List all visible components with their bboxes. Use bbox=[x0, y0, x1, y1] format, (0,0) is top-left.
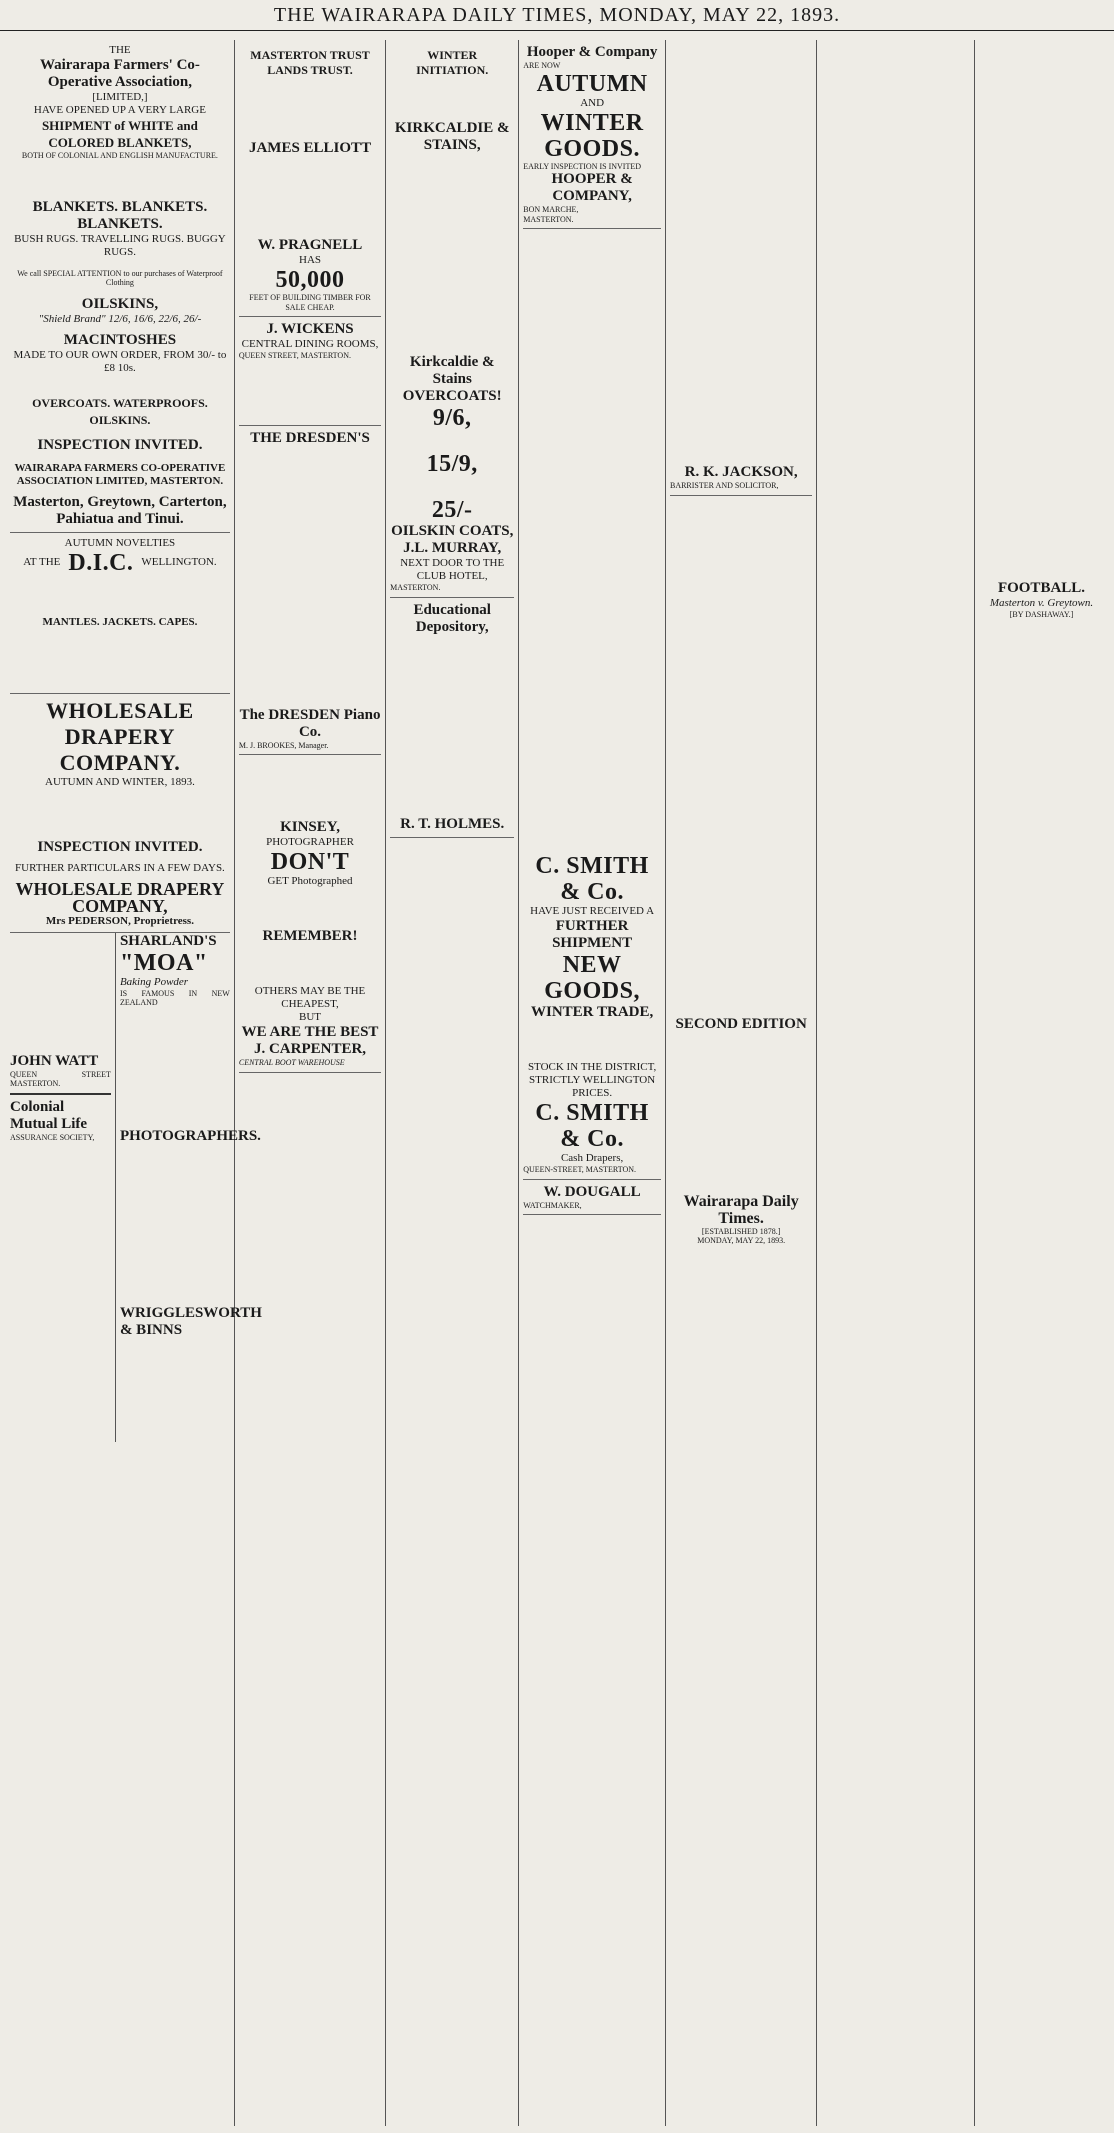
kirkcaldie-ad bbox=[390, 40, 514, 598]
column-4 bbox=[519, 40, 666, 2126]
ad-title: OVERCOATS! bbox=[402, 388, 502, 404]
ad-title: R. T. HOLMES. bbox=[400, 815, 505, 832]
ad-title: Colonial Mutual Life bbox=[10, 1098, 88, 1132]
ad-text: BUSH RUGS. TRAVELLING RUGS. BUGGY RUGS. bbox=[14, 232, 226, 258]
ad-title: JAMES ELLIOTT bbox=[248, 140, 372, 156]
ad-limited: [LIMITED,] bbox=[92, 91, 148, 103]
ad-headline: MACINTOSHES bbox=[63, 331, 177, 348]
ad-text: CENTRAL DINING ROOMS, bbox=[241, 338, 379, 350]
wickens-ad bbox=[239, 317, 381, 426]
columns bbox=[6, 40, 1108, 2126]
section-heading: SECOND EDITION bbox=[675, 1015, 807, 1032]
ad-lead: THE bbox=[109, 44, 131, 56]
ad-text: QUEEN STREET, MASTERTON. bbox=[238, 351, 351, 360]
section-byline: [BY DASHAWAY.] bbox=[1009, 610, 1074, 619]
educational-ad bbox=[390, 598, 514, 838]
column-3 bbox=[386, 40, 519, 2126]
section-sub: Masterton v. Greytown. bbox=[989, 597, 1094, 609]
ad-title: DON'T bbox=[270, 849, 350, 875]
section-date: MONDAY, MAY 22, 1893. bbox=[697, 1236, 786, 1245]
ad-text: BUT bbox=[299, 1011, 322, 1023]
ad-title: WINTER INITIATION. bbox=[416, 48, 489, 77]
ad-title: The DRESDEN Piano Co. bbox=[239, 706, 381, 740]
section-sub: [ESTABLISHED 1878.] bbox=[701, 1226, 781, 1236]
ad-text: FURTHER PARTICULARS IN A FEW DAYS. bbox=[15, 861, 225, 874]
ad-text: MASTERTON. bbox=[523, 214, 574, 224]
ad-title: C. SMITH & Co. bbox=[535, 1100, 649, 1152]
ad-text: M. J. BROOKES, Manager. bbox=[238, 740, 329, 750]
ad-text: ASSURANCE SOCIETY, bbox=[10, 1132, 95, 1142]
ad-text: WELLINGTON. bbox=[141, 556, 217, 568]
ad-title: Wairarapa Farmers' Co-Operative Association, bbox=[39, 57, 200, 90]
ad-headline: INSPECTION INVITED. bbox=[37, 436, 203, 453]
ad-text: Cash Drapers, bbox=[560, 1152, 624, 1164]
ad-title: WE ARE THE BEST bbox=[241, 1024, 379, 1040]
column-6 bbox=[817, 40, 975, 2126]
ad-text: Mrs PEDERSON, Proprietress. bbox=[45, 914, 194, 927]
ad-text: MANTLES. JACKETS. CAPES. bbox=[42, 615, 198, 628]
ad-text: IS FAMOUS IN NEW ZEALAND bbox=[119, 988, 230, 1007]
section-heading: FOOTBALL. bbox=[997, 580, 1086, 596]
ad-title: D.I.C. bbox=[68, 549, 134, 576]
ad-title: WINTER TRADE, bbox=[530, 1004, 654, 1020]
ad-text: WAIRARAPA FARMERS CO-OPERATIVE ASSOCIATION LIMITED, MASTERTON. bbox=[14, 461, 226, 487]
ad-text: AUTUMN NOVELTIES bbox=[64, 536, 176, 549]
ad-text: AND bbox=[580, 96, 605, 109]
ad-text: HAS bbox=[299, 254, 322, 266]
ad-text: ARE NOW bbox=[523, 61, 561, 70]
wholesale-drapery-ad bbox=[10, 694, 230, 933]
ad-headline: BLANKETS. BLANKETS. BLANKETS. bbox=[32, 198, 208, 232]
ad-text: BOTH OF COLONIAL AND ENGLISH MANUFACTURE. bbox=[21, 151, 218, 160]
ad-text: STRICTLY WELLINGTON PRICES. bbox=[529, 1074, 656, 1099]
ad-text: MADE TO OUR OWN ORDER, FROM 30/- to £8 10s. bbox=[13, 348, 227, 374]
ad-text: QUEEN-STREET, MASTERTON. bbox=[523, 1165, 637, 1174]
ad-text: EARLY INSPECTION IS INVITED bbox=[523, 161, 642, 171]
trust-lands-ad bbox=[239, 40, 381, 317]
ad-title: W. DOUGALL bbox=[543, 1183, 641, 1200]
ad-text: We call SPECIAL ATTENTION to our purchases of Waterproof Clothing bbox=[17, 268, 223, 287]
ad-title: NEW GOODS, bbox=[544, 952, 640, 1004]
hooper-ad bbox=[523, 40, 661, 229]
ad-text: BARRISTER AND SOLICITOR, bbox=[669, 481, 779, 490]
ad-price: 25/- bbox=[431, 497, 473, 523]
ad-text: AUTUMN AND WINTER, 1893. bbox=[45, 775, 195, 788]
ad-title: OILSKIN COATS, bbox=[391, 523, 514, 539]
ad-title: J. CARPENTER, bbox=[253, 1041, 367, 1057]
ad-title: WINTER bbox=[540, 109, 644, 136]
ad-title: KINSEY, bbox=[280, 819, 340, 835]
ad-number: 50,000 bbox=[275, 267, 345, 293]
ad-text: PHOTOGRAPHER bbox=[266, 836, 354, 848]
column-7 bbox=[975, 40, 1108, 2126]
column-5 bbox=[666, 40, 817, 2126]
ad-title: AUTUMN bbox=[536, 70, 648, 97]
ad-text: GET Photographed bbox=[267, 875, 353, 887]
dic-ad bbox=[10, 533, 230, 694]
ad-headline: SHIPMENT of WHITE and COLORED BLANKETS, bbox=[41, 118, 198, 150]
ad-title: Hooper & Company bbox=[526, 44, 658, 60]
farmers-coop-ad bbox=[10, 40, 230, 533]
ad-text: BON MARCHE, bbox=[523, 205, 579, 214]
ad-headline: OVERCOATS. WATERPROOFS. OILSKINS. bbox=[32, 395, 208, 427]
ad-title: GOODS. bbox=[544, 135, 640, 162]
ad-headline: INSPECTION INVITED. bbox=[37, 838, 203, 855]
ad-text: MASTERTON. bbox=[390, 583, 441, 592]
ad-headline: Masterton, Greytown, Carterton, Pahiatua and Tinui. bbox=[13, 493, 227, 527]
ad-title: WHOLESALE DRAPERY COMPANY. bbox=[46, 697, 194, 775]
ad-text: Baking Powder bbox=[119, 975, 189, 988]
ad-title: MASTERTON TRUST LANDS TRUST. bbox=[250, 48, 370, 77]
ad-title: Kirkcaldie & Stains bbox=[409, 354, 495, 387]
ad-title: WRIGGLESWORTH & BINNS bbox=[119, 1304, 262, 1338]
ad-title: JOHN WATT bbox=[10, 1052, 99, 1069]
masthead: THE WAIRARAPA DAILY TIMES, MONDAY, MAY 22, 1893. bbox=[0, 0, 1114, 31]
ad-title: Educational Depository, bbox=[413, 601, 491, 635]
dougall-ad bbox=[523, 1180, 661, 1216]
ad-title: FURTHER SHIPMENT bbox=[552, 918, 633, 951]
ad-title: SHARLAND'S bbox=[119, 932, 217, 949]
ad-price: 15/9, bbox=[426, 451, 478, 477]
ad-price: 9/6, bbox=[432, 405, 472, 431]
smith-ad bbox=[523, 849, 661, 1180]
kinsey-ad bbox=[239, 755, 381, 1073]
ad-title: R. K. JACKSON, bbox=[684, 464, 798, 480]
ad-text: WATCHMAKER, bbox=[523, 1200, 582, 1210]
ad-title: KIRKCALDIE & STAINS, bbox=[394, 120, 510, 153]
ad-title: W. PRAGNELL bbox=[257, 237, 363, 253]
ad-text: HAVE OPENED UP A VERY LARGE bbox=[33, 104, 206, 116]
ad-text: HAVE JUST RECEIVED A bbox=[530, 905, 655, 917]
ad-title: THE DRESDEN'S bbox=[250, 429, 370, 446]
ad-text: "Shield Brand" 12/6, 16/6, 22/6, 26/- bbox=[38, 312, 202, 325]
ad-headline: OILSKINS, bbox=[81, 295, 159, 312]
ad-text: STOCK IN THE DISTRICT, bbox=[527, 1061, 657, 1073]
column-1 bbox=[6, 40, 262, 2126]
ad-title: REMEMBER! bbox=[262, 928, 358, 944]
ad-title: J.L. MURRAY, bbox=[403, 540, 502, 556]
ad-title: WHOLESALE DRAPERY COMPANY, bbox=[15, 878, 225, 916]
ad-text: NEXT DOOR TO THE CLUB HOTEL, bbox=[400, 557, 505, 582]
jackson-ad bbox=[670, 460, 812, 496]
ad-text: AT THE bbox=[23, 556, 61, 568]
ad-text: QUEEN STREET MASTERTON. bbox=[10, 1069, 111, 1088]
section-heading: Wairarapa Daily Times. bbox=[683, 1192, 799, 1227]
ad-title: J. WICKENS bbox=[266, 321, 354, 337]
ad-text: CENTRAL BOOT WAREHOUSE bbox=[238, 1058, 345, 1067]
column-2 bbox=[235, 40, 386, 2126]
ad-text: OTHERS MAY BE THE CHEAPEST, bbox=[254, 985, 366, 1010]
ad-title: C. SMITH & Co. bbox=[535, 853, 649, 905]
ad-text: FEET OF BUILDING TIMBER FOR SALE CHEAP. bbox=[249, 293, 371, 312]
dresden-ad bbox=[239, 426, 381, 756]
ad-title: PHOTOGRAPHERS. bbox=[119, 1127, 261, 1144]
ad-title: "MOA" bbox=[119, 949, 208, 976]
ad-title: HOOPER & COMPANY, bbox=[551, 171, 633, 204]
